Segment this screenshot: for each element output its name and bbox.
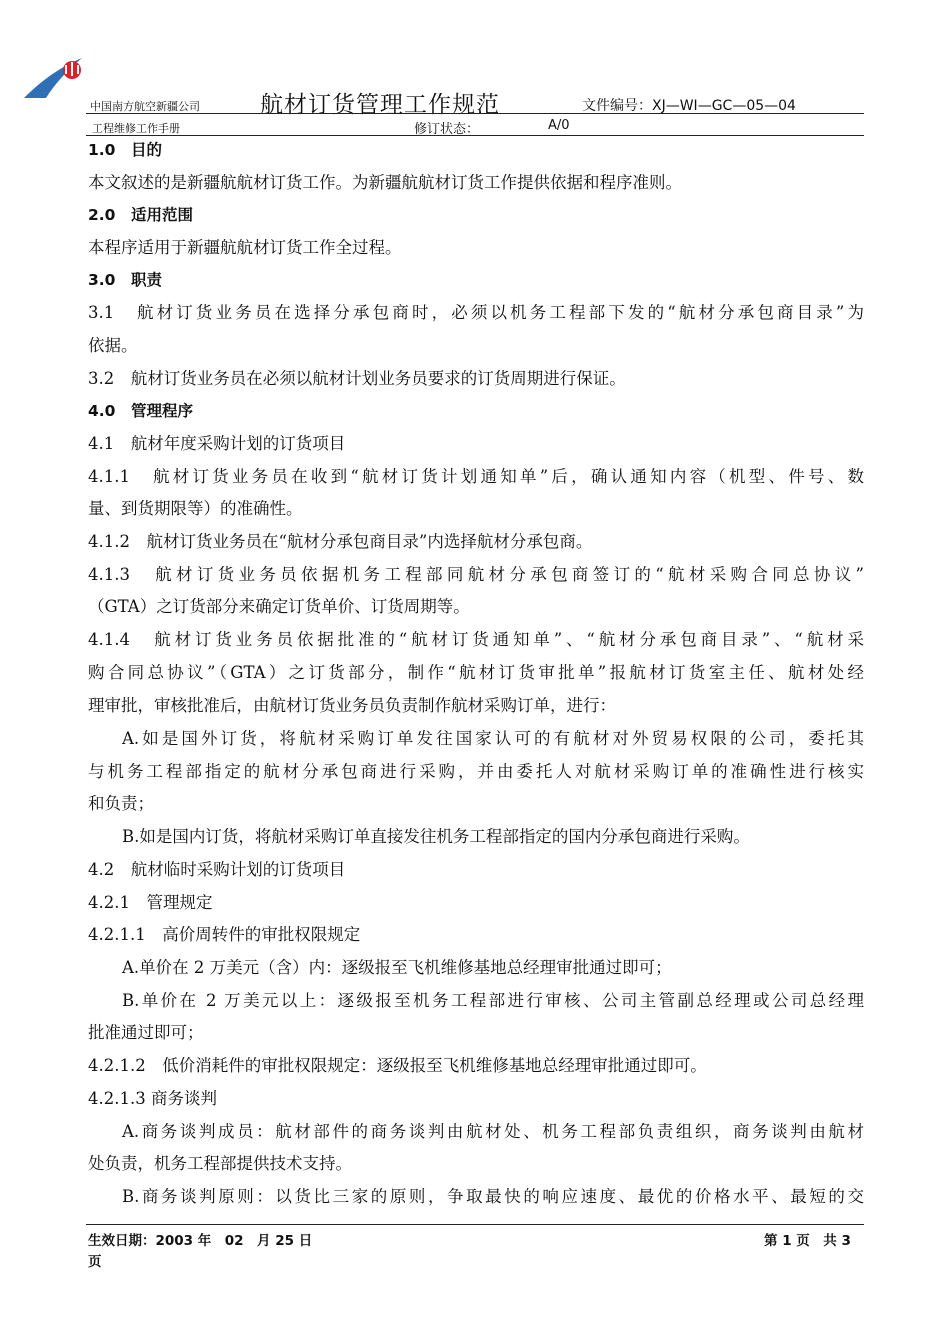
heading-procedure: 4.0 管理程序: [88, 402, 193, 420]
revision-value: A/0: [548, 118, 570, 133]
page-number: 第 1 页 共 3: [764, 1233, 851, 1249]
paragraph-line: 批准通过即可；: [88, 1023, 204, 1042]
company-logo-icon: [22, 52, 92, 100]
header-divider-top: [86, 113, 864, 114]
paragraph-line: 4.1.4 航材订货业务员依据批准的“航材订货通知单”、“航材分承包商目录”、“航材采: [88, 630, 864, 649]
paragraph-line: 4.1.2 航材订货业务员在“航材分承包商目录”内选择航材分承包商。: [88, 532, 593, 551]
paragraph-line: 与机务工程部指定的航材分承包商进行采购，并由委托人对航材采购订单的准确性进行核实: [88, 762, 864, 781]
heading-purpose: 1.0 目的: [88, 141, 162, 159]
heading-scope: 2.0 适用范围: [88, 206, 193, 224]
company-name: 中国南方航空新疆公司: [90, 100, 200, 113]
paragraph-line: 4.1.1 航材订货业务员在收到“航材订货计划通知单”后，确认通知内容（机型、件号、数: [88, 467, 864, 486]
effective-date: 生效日期：2003 年 02 月 25 日: [88, 1233, 313, 1249]
footer-divider: [86, 1224, 864, 1225]
document-number: 文件编号：XJ—WI—GC—05—04: [582, 98, 796, 114]
paragraph-line: （GTA）之订货部分来确定订货单价、订货周期等。: [88, 597, 470, 616]
paragraph-line: 4.1 航材年度采购计划的订货项目: [88, 434, 346, 453]
paragraph-line: 3.2 航材订货业务员在必须以航材计划业务员要求的订货周期进行保证。: [88, 369, 626, 388]
paragraph-line: B.如是国内订货，将航材采购订单直接发往机务工程部指定的国内分承包商进行采购。: [122, 827, 750, 846]
paragraph-line: 3.1 航材订货业务员在选择分承包商时，必须以机务工程部下发的“航材分承包商目录”为: [88, 303, 864, 322]
header-divider-bottom: [86, 135, 864, 136]
paragraph-line: 4.2.1.3 商务谈判: [88, 1089, 217, 1108]
paragraph-line: A.商务谈判成员：航材部件的商务谈判由航材处、机务工程部负责组织，商务谈判由航材: [122, 1122, 864, 1141]
revision-label: 修订状态：: [414, 122, 480, 137]
paragraph-line: B.单价在 2 万美元以上：逐级报至机务工程部进行审核、公司主管副总经理或公司总经理: [122, 991, 864, 1010]
paragraph-line: 4.1.3 航材订货业务员依据机务工程部同航材分承包商签订的“航材采购合同总协议”: [88, 565, 864, 584]
page-title: 航材订货管理工作规范: [260, 92, 500, 118]
paragraph-line: 4.2.1.2 低价消耗件的审批权限规定：逐级报至飞机维修基地总经理审批通过即可。: [88, 1056, 707, 1075]
page-number-cont: 页: [88, 1254, 102, 1270]
paragraph-line: B.商务谈判原则：以货比三家的原则，争取最快的响应速度、最优的价格水平、最短的交: [122, 1187, 864, 1206]
paragraph-line: A.如是国外订货，将航材采购订单发往国家认可的有航材对外贸易权限的公司，委托其: [122, 729, 864, 748]
paragraph-line: 理审批，审核批准后，由航材订货业务员负责制作航材采购订单，进行：: [88, 696, 616, 715]
paragraph-line: 和负责；: [88, 794, 154, 813]
paragraph-line: 本程序适用于新疆航航材订货工作全过程。: [88, 238, 402, 257]
paragraph-line: 4.2 航材临时采购计划的订货项目: [88, 860, 346, 879]
manual-name: 工程维修工作手册: [92, 122, 180, 135]
paragraph-line: A.单价在 2 万美元（含）内：逐级报至飞机维修基地总经理审批通过即可；: [122, 958, 672, 977]
paragraph-line: 本文叙述的是新疆航航材订货工作。为新疆航航材订货工作提供依据和程序准则。: [88, 173, 682, 192]
paragraph-line: 4.2.1 管理规定: [88, 893, 213, 912]
heading-responsibility: 3.0 职责: [88, 271, 162, 289]
paragraph-line: 4.2.1.1 高价周转件的审批权限规定: [88, 925, 361, 944]
paragraph-line: 依据。: [88, 336, 138, 355]
paragraph-line: 购合同总协议”（GTA）之订货部分，制作“航材订货审批单”报航材订货室主任、航材处经: [88, 663, 864, 682]
paragraph-line: 处负责，机务工程部提供技术支持。: [88, 1154, 352, 1173]
paragraph-line: 量、到货期限等）的准确性。: [88, 499, 303, 518]
